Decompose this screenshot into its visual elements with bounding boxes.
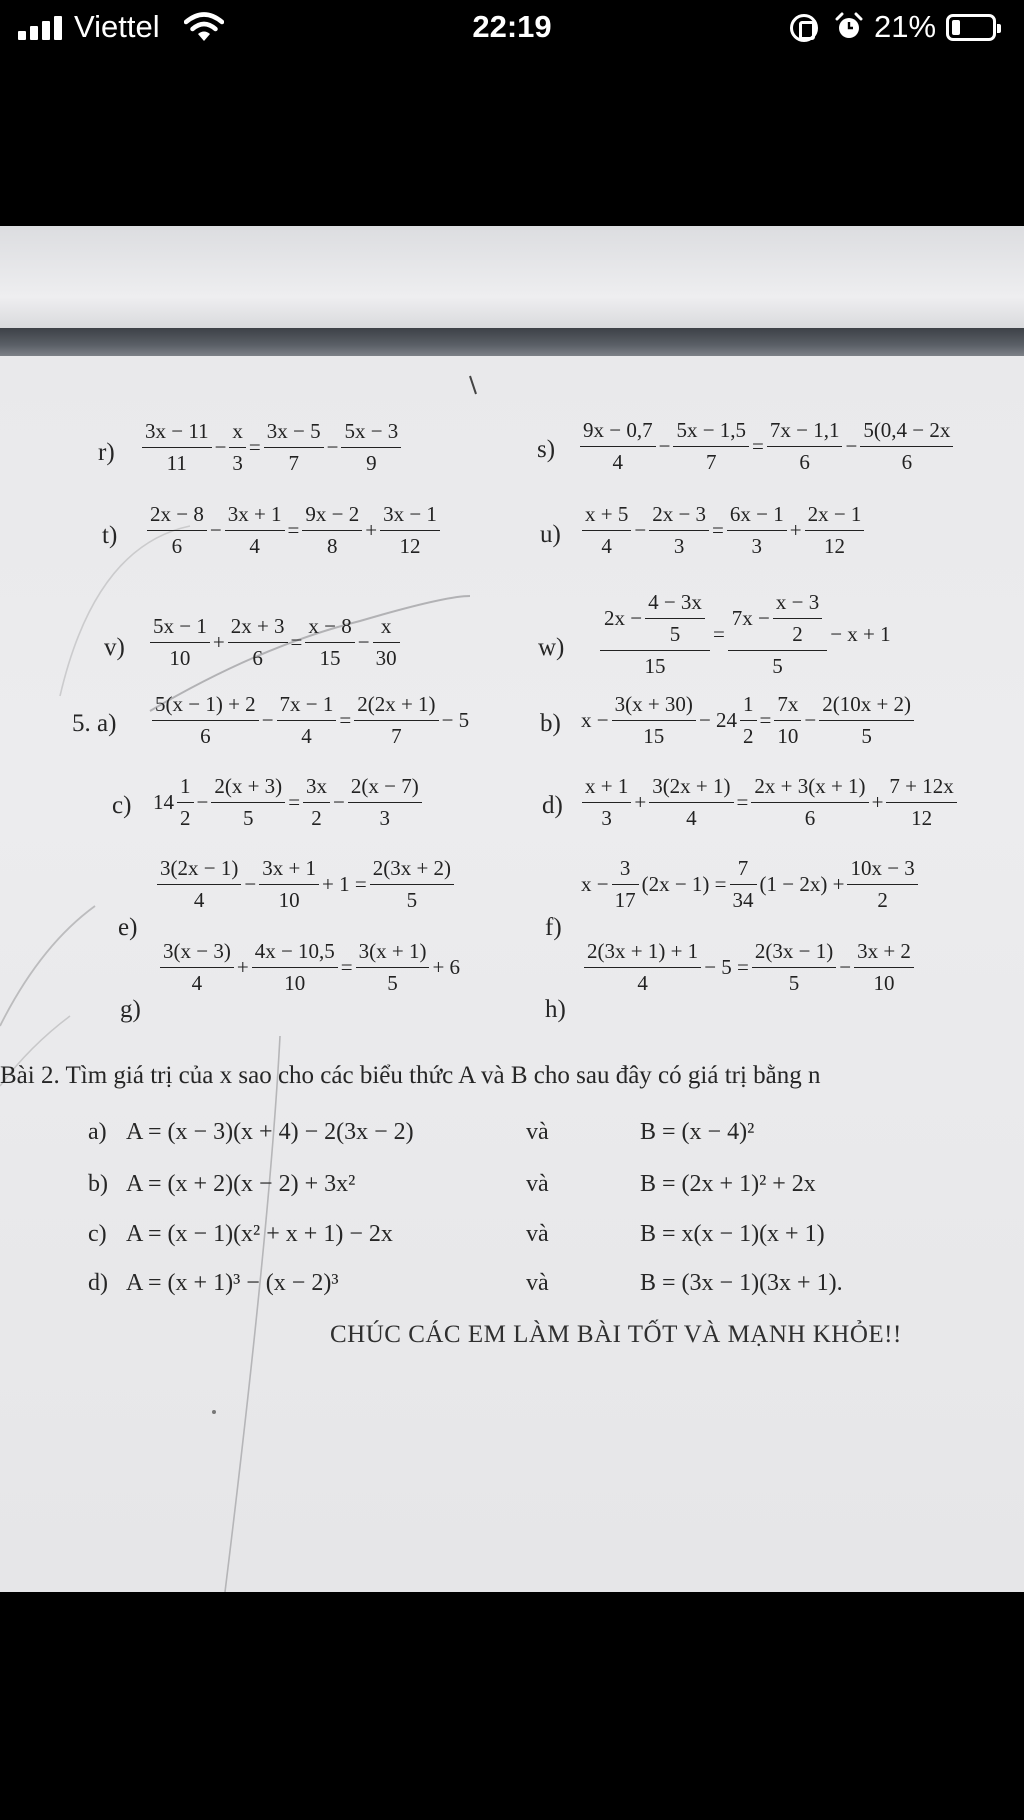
denominator: 6 — [804, 806, 816, 830]
operator: = — [288, 790, 301, 814]
denominator: 5 — [772, 654, 783, 678]
denominator: 5 — [243, 806, 254, 830]
term: − 5 = — [704, 955, 749, 979]
denominator: 5 — [406, 888, 418, 912]
numerator: 2x + 3(x + 1) — [751, 774, 868, 803]
fraction — [150, 614, 210, 671]
problem-5g-label: g) — [120, 996, 141, 1023]
numerator: 7x − 1,1 — [767, 418, 843, 447]
fraction — [847, 856, 917, 913]
fraction — [303, 774, 330, 831]
row-label: b) — [88, 1171, 108, 1197]
numerator: 4 − 3x — [645, 590, 705, 619]
problem-w — [598, 590, 892, 679]
fraction — [305, 614, 354, 671]
numerator: 3x − 1 — [380, 502, 440, 531]
denominator: 12 — [823, 534, 845, 558]
expression-a: A = (x + 2)(x − 2) + 3x² — [126, 1171, 356, 1197]
numerator: 3x + 1 — [259, 856, 319, 885]
fraction — [773, 590, 822, 647]
problem-r-label: r) — [98, 439, 115, 466]
operator: + — [789, 518, 802, 542]
fraction — [774, 692, 801, 749]
denominator: 3 — [673, 534, 685, 558]
conjunction: và — [526, 1270, 549, 1296]
denominator: 4 — [612, 450, 624, 474]
numerator: 3x — [303, 774, 330, 803]
operator: − — [261, 708, 274, 732]
problem-5f-label: f) — [545, 914, 562, 941]
denominator: 2 — [792, 622, 803, 646]
closing-message: CHÚC CÁC EM LÀM BÀI TỐT VÀ MẠNH KHỎE!! — [330, 1321, 902, 1348]
fraction — [229, 419, 246, 476]
operator: = — [339, 708, 352, 732]
term: x − — [581, 872, 609, 896]
denominator: 7 — [705, 450, 717, 474]
problem-v — [148, 614, 402, 671]
operator: − — [196, 790, 209, 814]
problem-w-label: w) — [538, 634, 565, 661]
numerator: 5x − 3 — [341, 419, 401, 448]
denominator: 4 — [191, 971, 203, 995]
denominator: 5 — [669, 622, 681, 646]
conjunction: và — [526, 1221, 549, 1247]
fraction — [612, 692, 696, 749]
fraction — [177, 774, 194, 831]
numerator: 5(x − 1) + 2 — [152, 692, 259, 721]
numerator: x − 8 — [305, 614, 354, 643]
denominator: 4 — [601, 534, 612, 558]
expression-b: B = (3x − 1)(3x + 1). — [640, 1270, 843, 1296]
numerator — [600, 590, 710, 651]
denominator: 3 — [232, 451, 243, 475]
numerator: 3x − 11 — [142, 419, 212, 448]
fraction — [157, 856, 241, 913]
numerator: 3(x − 3) — [160, 939, 234, 968]
denominator: 5 — [861, 724, 872, 748]
operator: − — [845, 434, 858, 458]
problem-5a — [150, 692, 470, 749]
fraction — [380, 502, 440, 559]
term: + 6 — [432, 955, 461, 979]
numerator: 4x − 10,5 — [252, 939, 338, 968]
fraction — [354, 692, 438, 749]
operator: + — [634, 790, 647, 814]
status-bar — [0, 0, 1024, 58]
denominator: 2 — [180, 806, 191, 830]
denominator: 11 — [166, 451, 187, 475]
fraction — [767, 418, 843, 475]
numerator: 2x − 1 — [805, 502, 865, 531]
numerator: 3(x + 1) — [356, 939, 430, 968]
fraction — [752, 939, 836, 996]
fraction — [649, 502, 709, 559]
denominator: 10 — [278, 888, 300, 912]
operator: + — [236, 955, 249, 979]
operator: = — [712, 518, 724, 542]
denominator: 4 — [301, 724, 312, 748]
problem-5h — [582, 939, 916, 996]
fraction — [302, 502, 362, 559]
term: − x + 1 — [830, 622, 891, 646]
operator: + — [365, 518, 378, 542]
numerator: 2x + 3 — [228, 614, 288, 643]
numerator: 6x − 1 — [727, 502, 787, 531]
numerator: 1 — [177, 774, 194, 803]
denominator: 6 — [171, 534, 183, 558]
fraction — [580, 418, 656, 475]
denominator: 12 — [911, 806, 933, 830]
numerator: 3x − 5 — [264, 419, 324, 448]
problem-5d-label: d) — [542, 792, 563, 819]
denominator: 5 — [387, 971, 398, 995]
denominator: 6 — [252, 646, 263, 670]
fraction — [751, 774, 868, 831]
operator: = — [736, 790, 749, 814]
denominator: 10 — [777, 724, 799, 748]
fraction — [886, 774, 956, 831]
alarm-icon — [834, 12, 864, 42]
problem-u — [580, 502, 866, 559]
operator: − — [333, 790, 345, 814]
denominator: 4 — [686, 806, 697, 830]
operator: − — [244, 872, 257, 896]
fraction — [649, 774, 733, 831]
numerator: 7x — [774, 692, 801, 721]
denominator: 9 — [366, 451, 377, 475]
fraction — [584, 939, 701, 996]
operator: − — [658, 434, 671, 458]
term: 2x − — [604, 606, 643, 630]
bai2-row-c — [88, 1221, 825, 1248]
numerator: 3(x + 30) — [612, 692, 696, 721]
fraction — [228, 614, 288, 671]
fraction — [259, 856, 319, 913]
operator: = — [752, 434, 764, 458]
numerator: 1 — [740, 692, 757, 721]
denominator: 4 — [193, 888, 205, 912]
term: + 1 = — [322, 872, 367, 896]
denominator: 6 — [200, 724, 211, 748]
problem-5h-label: h) — [545, 996, 566, 1023]
denominator: 3 — [751, 534, 763, 558]
row-label: d) — [88, 1270, 108, 1296]
numerator: 2(3x + 2) — [370, 856, 454, 885]
operator: − — [839, 955, 852, 979]
problem-t — [145, 502, 442, 559]
problem-5c-label: c) — [112, 792, 132, 819]
problem-5c — [152, 774, 424, 831]
fraction — [805, 502, 865, 559]
denominator: 6 — [901, 450, 913, 474]
operator: = — [340, 955, 353, 979]
clock-time: 22:19 — [472, 9, 552, 44]
denominator: 7 — [288, 451, 299, 475]
fraction — [673, 418, 749, 475]
expression-a: A = (x − 3)(x + 4) − 2(3x − 2) — [126, 1119, 414, 1145]
numerator: 2(x + 3) — [211, 774, 285, 803]
denominator: 30 — [375, 646, 397, 670]
fraction — [373, 614, 400, 671]
denominator: 3 — [379, 806, 391, 830]
denominator: 10 — [284, 971, 306, 995]
fraction — [819, 692, 914, 749]
numerator: 7 — [730, 856, 757, 885]
expression-b: B = (x − 4)² — [640, 1119, 755, 1145]
numerator: x — [229, 419, 246, 448]
operator: = — [248, 435, 261, 459]
problem-5d — [580, 774, 959, 831]
fraction — [277, 692, 337, 749]
expression-b: B = x(x − 1)(x + 1) — [640, 1221, 825, 1247]
numerator: 3 — [612, 856, 639, 885]
term: 14 — [153, 790, 174, 814]
numerator: x — [373, 614, 400, 643]
term: (2x − 1) = — [641, 872, 727, 896]
numerator: 2(3x − 1) — [752, 939, 836, 968]
operator: − 24 — [698, 708, 738, 732]
denominator: 17 — [614, 888, 636, 912]
denominator: 2 — [743, 724, 754, 748]
denominator: 10 — [873, 971, 895, 995]
fraction — [252, 939, 338, 996]
expression-a: A = (x − 1)(x² + x + 1) − 2x — [126, 1221, 393, 1247]
denominator: 4 — [637, 971, 648, 995]
fraction — [264, 419, 324, 476]
numerator: x + 1 — [582, 774, 631, 803]
fraction — [730, 856, 757, 913]
bai2-title: Bài 2. Tìm giá trị của x sao cho các biểu thức A và B cho sau đây có giá trị bằng n — [0, 1062, 821, 1089]
fraction — [225, 502, 285, 559]
problem-5g — [158, 939, 461, 996]
denominator: 15 — [643, 724, 665, 748]
fraction — [860, 418, 953, 475]
fraction — [160, 939, 234, 996]
problem-5f — [580, 856, 920, 913]
numerator: 2(x − 7) — [348, 774, 422, 803]
bai2-row-a — [88, 1119, 755, 1146]
worksheet-photo[interactable] — [0, 226, 1024, 1592]
numerator: 5(0,4 − 2x — [860, 418, 953, 447]
numerator: 7x − 1 — [277, 692, 337, 721]
operator: − — [357, 630, 370, 654]
row-label: a) — [88, 1119, 107, 1145]
numerator: 2(2x + 1) — [354, 692, 438, 721]
numerator: 3x + 1 — [225, 502, 285, 531]
term: x − — [581, 708, 609, 732]
term: − 5 — [441, 708, 470, 732]
denominator: 7 — [391, 724, 402, 748]
numerator: 9x − 2 — [302, 502, 362, 531]
denominator: 12 — [399, 534, 421, 558]
problem-5a-label: 5. a) — [72, 710, 117, 737]
problem-5e — [155, 856, 456, 913]
problem-s-label: s) — [537, 436, 556, 463]
numerator: x + 5 — [582, 502, 631, 531]
numerator: 3(2x + 1) — [649, 774, 733, 803]
denominator: 2 — [877, 888, 888, 912]
denominator: 34 — [732, 888, 754, 912]
expression-a: A = (x + 1)³ − (x − 2)³ — [126, 1270, 339, 1296]
denominator: 10 — [169, 646, 191, 670]
numerator: 9x − 0,7 — [580, 418, 656, 447]
numerator: 10x − 3 — [847, 856, 917, 885]
term: (1 − 2x) + — [759, 872, 845, 896]
fraction — [582, 774, 631, 831]
row-label: c) — [88, 1221, 107, 1247]
problem-s — [578, 418, 955, 475]
problem-u-label: u) — [540, 521, 561, 548]
operator: = — [759, 708, 772, 732]
rotation-lock-icon — [790, 14, 818, 42]
fraction — [356, 939, 430, 996]
denominator: 15 — [319, 646, 341, 670]
expression-b: B = (2x + 1)² + 2x — [640, 1171, 816, 1197]
numerator: 2(10x + 2) — [819, 692, 914, 721]
fraction — [727, 502, 787, 559]
denominator: 3 — [601, 806, 612, 830]
problem-r — [140, 419, 403, 476]
operator: − — [634, 518, 647, 542]
fraction — [341, 419, 401, 476]
denominator: 2 — [311, 806, 322, 830]
operator: = — [290, 630, 303, 654]
numerator: 2(3x + 1) + 1 — [584, 939, 701, 968]
fraction — [370, 856, 454, 913]
bai2-row-d — [88, 1270, 843, 1297]
carrier-name: Viettel — [74, 9, 160, 44]
battery-fill — [952, 20, 960, 35]
operator: + — [871, 790, 884, 814]
operator: = — [712, 622, 725, 646]
term: 7x − — [731, 606, 770, 630]
fraction — [211, 774, 285, 831]
numerator: 2x − 3 — [649, 502, 709, 531]
fraction — [854, 939, 914, 996]
denominator: 8 — [327, 534, 338, 558]
denominator: 5 — [788, 971, 800, 995]
fraction — [147, 502, 207, 559]
operator: − — [214, 435, 227, 459]
numerator: 2x − 8 — [147, 502, 207, 531]
fraction — [740, 692, 757, 749]
fraction — [152, 692, 259, 749]
operator: − — [209, 518, 222, 542]
bai2-row-b — [88, 1171, 816, 1198]
operator: − — [804, 708, 817, 732]
problem-5b-label: b) — [540, 710, 561, 737]
fraction — [645, 590, 705, 647]
operator: + — [212, 630, 225, 654]
fraction — [142, 419, 212, 476]
conjunction: và — [526, 1119, 549, 1145]
denominator: 4 — [249, 534, 260, 558]
battery-icon — [946, 14, 996, 41]
numerator: 5x − 1 — [150, 614, 210, 643]
fraction — [612, 856, 639, 913]
fraction — [348, 774, 422, 831]
numerator: 3(2x − 1) — [157, 856, 241, 885]
battery-percent: 21% — [874, 9, 937, 44]
problem-t-label: t) — [102, 522, 118, 549]
denominator: 15 — [644, 654, 666, 678]
problem-5e-label: e) — [118, 914, 138, 941]
numerator: x − 3 — [773, 590, 822, 619]
operator: = — [287, 518, 300, 542]
problem-5b — [580, 692, 916, 749]
numerator: 7 + 12x — [886, 774, 956, 803]
conjunction: và — [526, 1171, 549, 1197]
numerator — [728, 590, 827, 651]
operator: − — [326, 435, 339, 459]
denominator: 6 — [799, 450, 810, 474]
fraction — [582, 502, 631, 559]
complex-fraction — [728, 590, 827, 679]
numerator: 5x − 1,5 — [673, 418, 749, 447]
problem-v-label: v) — [104, 634, 125, 661]
complex-fraction — [600, 590, 710, 679]
numerator: 3x + 2 — [854, 939, 914, 968]
